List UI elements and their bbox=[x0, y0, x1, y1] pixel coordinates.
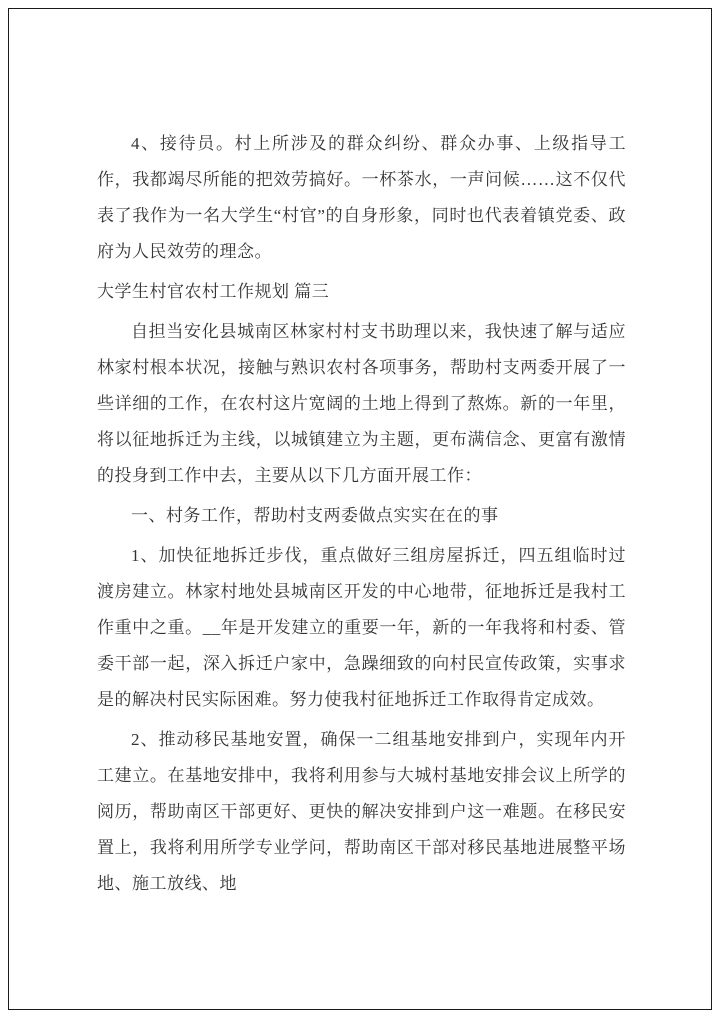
paragraph-4-receptionist: 4、接待员。村上所涉及的群众纠纷、群众办事、上级指导工作，我都竭尽所能的把效劳搞好。一杯茶水，一声问候……这不仅代表了我作为一名大学生“村官”的自身形象，同时也代表着镇党委、政府为人民效劳的理念。 bbox=[97, 134, 626, 261]
paragraph-intro: 自担当安化县城南区林家村村支书助理以来，我快速了解与适应林家村根本状况，接触与熟识农村各项事务，帮助村支两委开展了一些详细的工作，在农村这片宽阔的土地上得到了熬炼。新的一年里，将以征地拆迁为主线，以城镇建立为主题，更布满信念、更富有激情的投身到工作中去，主要从以下几方面开展工作： bbox=[97, 322, 626, 485]
paragraph-1-demolition: 1、加快征地拆迁步伐，重点做好三组房屋拆迁，四五组临时过渡房建立。林家村地处县城南区开发的中心地带，征地拆迁是我村工作重中之重。__年是开发建立的重要一年，新的一年我将和村委、管委干部一起，深入拆迁户家中，急躁细致的向村民宣传政策，实事求是的解决村民实际困难。努力使我村征地拆迁工作取得肯定成效。 bbox=[97, 546, 626, 709]
document-body bbox=[97, 126, 626, 906]
section-title: 大学生村官农村工作规划 篇三 bbox=[97, 282, 330, 301]
paragraph-2-resettlement: 2、推动移民基地安置，确保一二组基地安排到户，实现年内开工建立。在基地安排中，我将利用参与大城村基地安排会议上所学的阅历，帮助南区干部更好、更快的解决安排到户这一难题。在移民安置上，我将利用所学专业学问，帮助南区干部对移民基地进展整平场地、施工放线、地 bbox=[97, 730, 626, 893]
subheading-village-work: 一、村务工作，帮助村支两委做点实实在在的事 bbox=[131, 506, 499, 525]
